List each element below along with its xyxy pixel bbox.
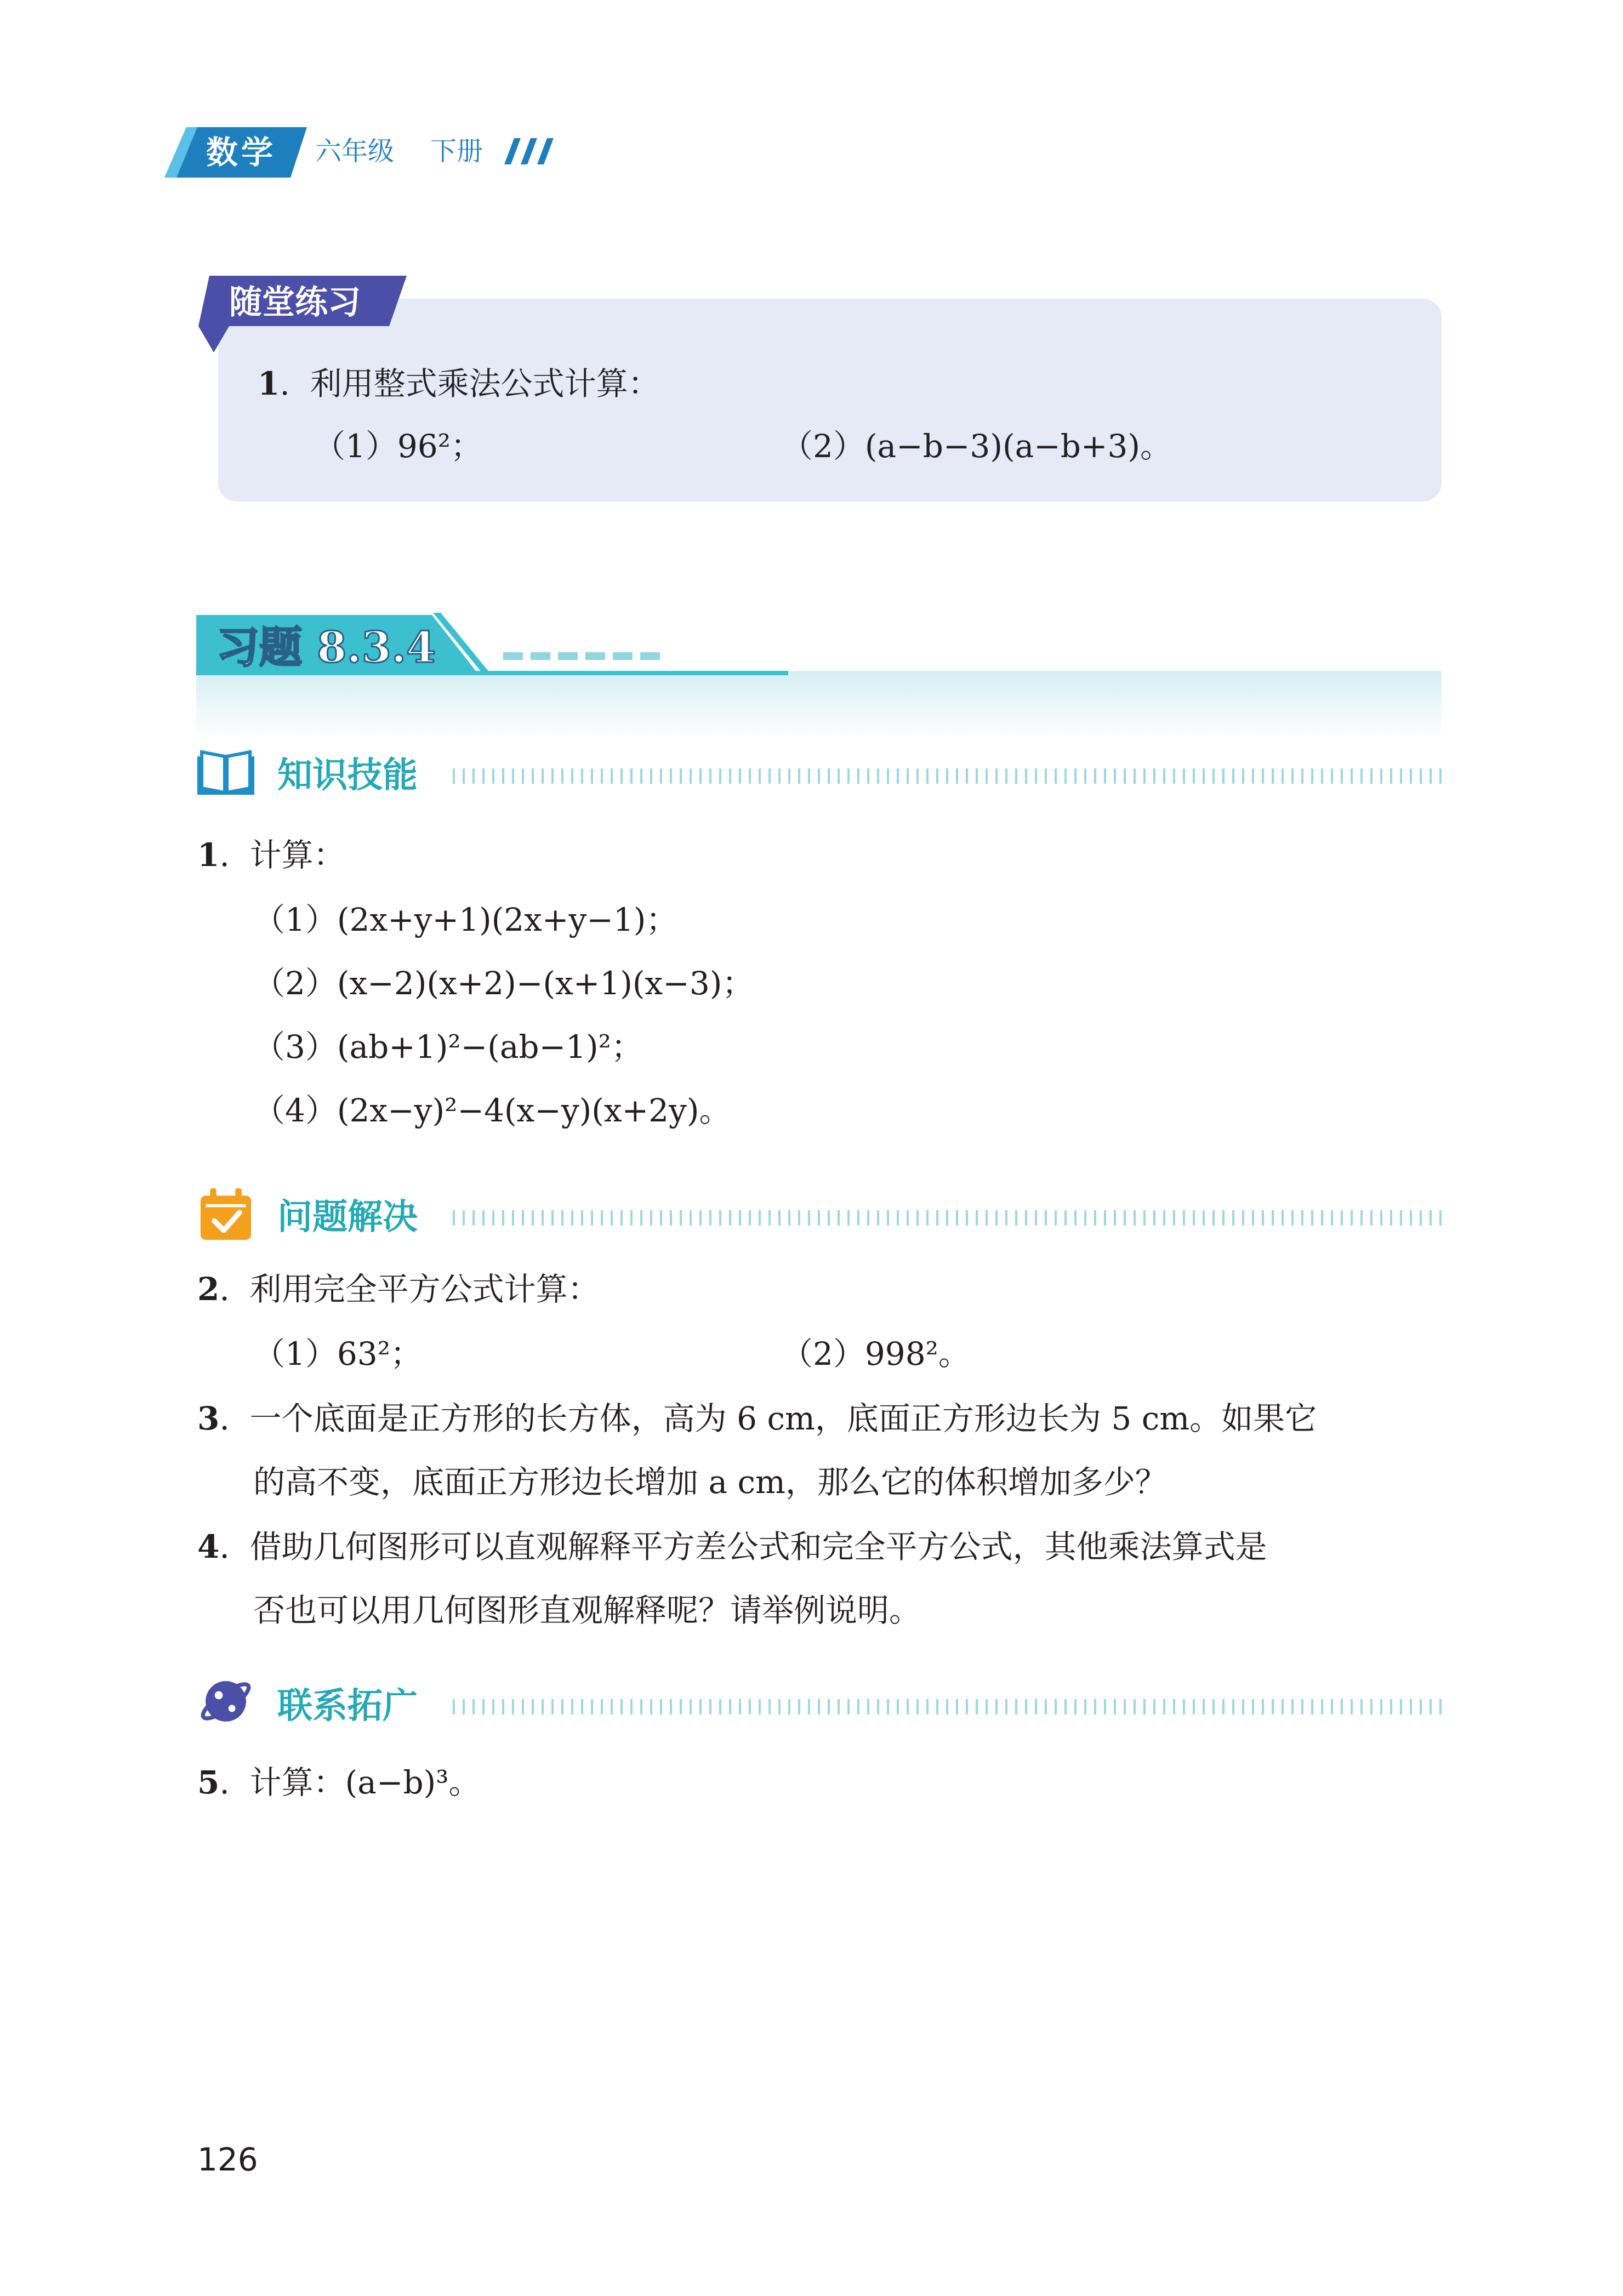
problem-4: 4. 借助几何图形可以直观解释平方差公式和完全平方公式，其他乘法算式是	[197, 1528, 1267, 1565]
question-text: 利用整式乘法公式计算：	[310, 365, 660, 402]
question-number: 1	[258, 365, 280, 402]
problem-2-part-2: （2）998²。	[781, 1335, 970, 1372]
section-title-problem-solving: 问题解决	[277, 1197, 418, 1238]
open-book-icon	[197, 747, 254, 799]
section-title-knowledge: 知识技能	[277, 755, 418, 796]
problem-4-line-2: 否也可以用几何图形直观解释呢？请举例说明。	[253, 1592, 921, 1629]
exercise-title: 习题 8.3.4	[217, 623, 436, 673]
calendar-check-icon	[197, 1188, 254, 1241]
problem-1-part-1: （1）(2x+y+1)(2x+y−1)；	[253, 901, 678, 938]
dotted-rule	[453, 1207, 1445, 1229]
problem-1-part-4: （4）(2x−y)²−4(x−y)(x+2y)。	[253, 1092, 731, 1129]
problem-5: 5. 计算：(a−b)³。	[197, 1764, 481, 1801]
problem-1: 1. 计算：	[197, 836, 345, 874]
dotted-rule	[453, 765, 1445, 787]
problem-1-part-2: （2）(x−2)(x+2)−(x+1)(x−3)；	[253, 965, 754, 1002]
subject-label: 数学	[206, 134, 276, 171]
practice-title: 随堂练习	[229, 283, 361, 322]
page-number: 126	[197, 2141, 258, 2178]
problem-1-part-3: （3）(ab+1)²−(ab−1)²；	[253, 1028, 643, 1066]
header-slashes-decoration	[504, 138, 559, 164]
grade-label: 六年级	[315, 136, 395, 167]
problem-3-line-2: 的高不变，底面正方形边长增加 a cm，那么它的体积增加多少？	[253, 1463, 1167, 1501]
practice-part-2: （2）(a−b−3)(a−b+3)。	[781, 428, 1172, 465]
problem-2: 2. 利用完全平方公式计算：	[197, 1271, 600, 1308]
practice-part-1: （1）96²；	[314, 428, 482, 465]
problem-2-part-1: （1）63²；	[253, 1335, 422, 1372]
dotted-rule	[453, 1696, 1445, 1718]
practice-question-1: 1. 利用整式乘法公式计算：	[258, 365, 660, 402]
planet-icon	[197, 1675, 254, 1728]
volume-label: 下册	[430, 136, 483, 167]
section-title-extension: 联系拓广	[277, 1686, 418, 1727]
problem-3: 3. 一个底面是正方形的长方体，高为 6 cm，底面正方形边长为 5 cm。如果它	[197, 1400, 1317, 1437]
